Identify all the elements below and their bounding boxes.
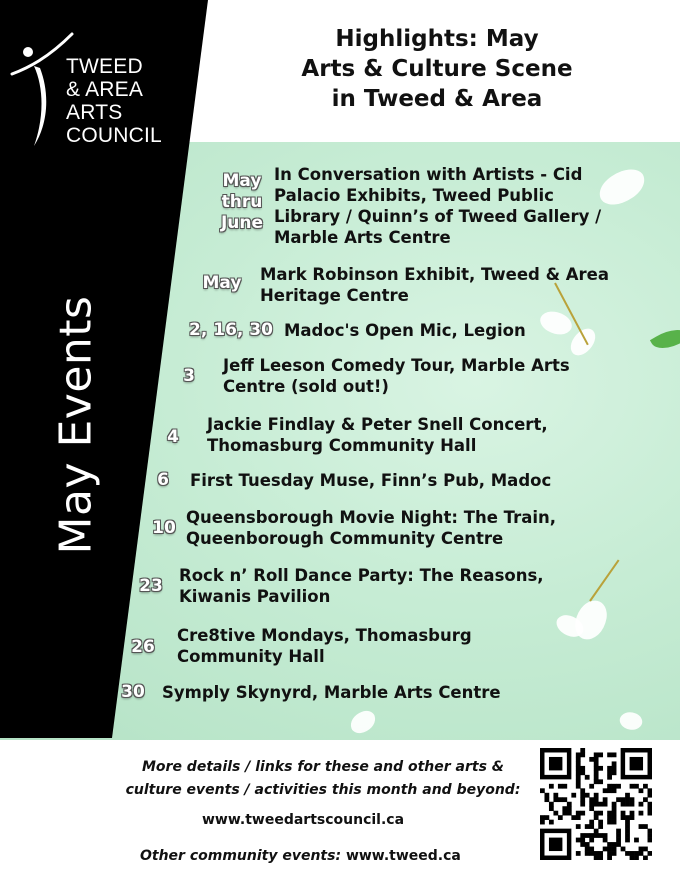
event-text: Queensborough Movie Night: The Train, Queenborough Community Centre (186, 508, 557, 548)
event-text: Symply Skynyrd, Marble Arts Centre (162, 683, 501, 702)
event-date: May (202, 273, 242, 293)
event-date: May thru June (220, 171, 264, 233)
council-url-link[interactable]: www.tweedartscouncil.ca (202, 812, 405, 828)
logo-line: TWEED (66, 55, 143, 78)
other-events-prefix: Other community events: (140, 848, 342, 864)
footer-details: More details / links for these and other arts & culture events / activities this month and beyond: (125, 759, 521, 798)
event-text: Jeff Leeson Comedy Tour, Marble Arts Centre (sold out!) (223, 356, 570, 396)
title-line: in Tweed & Area (331, 86, 543, 112)
qr-code-icon (540, 748, 652, 860)
logo-text (66, 55, 162, 147)
logo-line: ARTS (66, 101, 123, 124)
event-text: Madoc's Open Mic, Legion (284, 321, 526, 340)
page-title (262, 24, 612, 114)
other-events-line (140, 848, 461, 864)
event-date: 26 (131, 637, 155, 657)
event-text: Jackie Findlay & Peter Snell Concert, Thomasburg Community Hall (207, 415, 548, 455)
event-text: Mark Robinson Exhibit, Tweed & Area Heritage Centre (260, 265, 609, 305)
event-text: Cre8tive Mondays, Thomasburg Community Hall (177, 626, 472, 666)
event-text: Rock n’ Roll Dance Party: The Reasons, Kiwanis Pavilion (179, 566, 544, 606)
logo-line: COUNCIL (66, 124, 162, 147)
event-date: 4 (167, 427, 179, 447)
tweed-url-link[interactable]: www.tweed.ca (345, 848, 461, 864)
event-date: 10 (152, 518, 176, 538)
event-date: 23 (139, 576, 163, 596)
logo-line: & AREA (66, 78, 144, 101)
event-date: 30 (121, 682, 145, 702)
event-text: In Conversation with Artists - Cid Palacio Exhibits, Tweed Public Library / Quinn’s of Tweed Gallery / Marble Arts Centre (274, 165, 602, 247)
qr-code (540, 748, 652, 860)
event-date: 6 (157, 470, 169, 490)
title-line: Arts & Culture Scene (301, 56, 573, 82)
event-date: 3 (183, 366, 195, 386)
event-date: 2, 16, 30 (189, 320, 273, 340)
title-line: Highlights: May (335, 26, 539, 52)
vertical-label: May Events (50, 295, 102, 555)
event-text: First Tuesday Muse, Finn’s Pub, Madoc (190, 471, 552, 490)
